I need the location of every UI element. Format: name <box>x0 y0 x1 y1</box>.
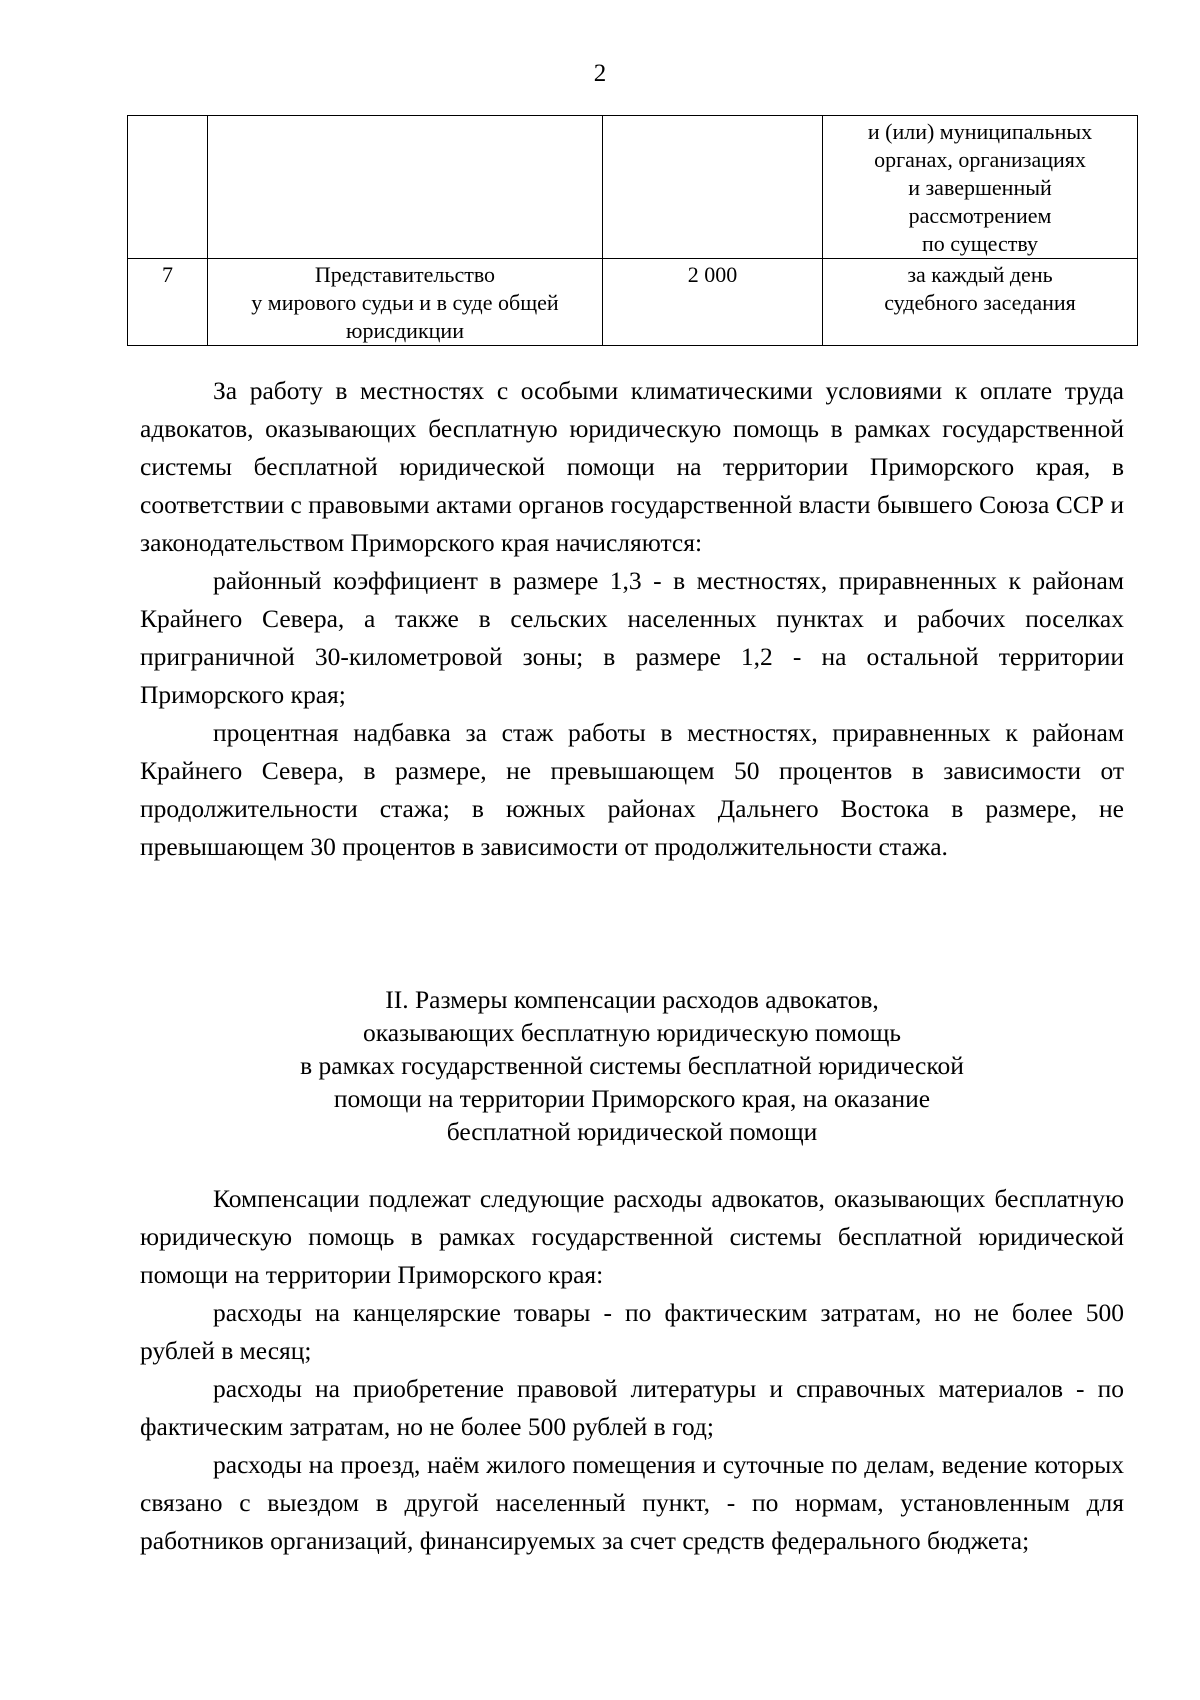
service-name-line: Представительство <box>314 262 496 287</box>
amount-cell <box>603 116 823 259</box>
amount-cell: 2 000 <box>603 259 823 346</box>
heading-line: помощи на территории Приморского края, на оказание <box>333 1084 931 1113</box>
heading-line: оказывающих бесплатную юридическую помощь <box>362 1018 902 1047</box>
table-row <box>128 259 1138 346</box>
unit-cell <box>823 116 1138 259</box>
unit-line: по существу <box>921 231 1038 256</box>
row-number-cell: 7 <box>128 259 208 346</box>
unit-line: органах, организациях <box>874 147 1086 172</box>
unit-line: и завершенный <box>908 175 1052 200</box>
section-heading <box>140 983 1124 1148</box>
expense-compensation-section <box>140 1180 1124 1560</box>
table-row <box>128 116 1138 259</box>
paragraph: Компенсации подлежат следующие расходы адвокатов, оказывающих бесплатную юридическую помощь в рамках государственной системы бесплатной юридической помощи на территории Приморского края: <box>140 1184 1124 1289</box>
service-name-cell <box>208 259 603 346</box>
service-name-line: у мирового судьи и в суде общей <box>251 290 559 315</box>
unit-line: судебного заседания <box>884 290 1076 315</box>
paragraph: расходы на приобретение правовой литературы и справочных материалов - по фактическим затратам, но не более 500 рублей в год; <box>140 1374 1124 1441</box>
paragraph: расходы на канцелярские товары - по фактическим затратам, но не более 500 рублей в месяц; <box>140 1298 1124 1365</box>
paragraph: За работу в местностях с особыми климатическими условиями к оплате труда адвокатов, оказывающих бесплатную юридическую помощь в рамках государственной системы бесплатной юридической помощи на территории Приморского края, в соответствии с правовыми актами органов государственной власти бывшего Союза ССР и законодательством Приморского края начисляются: <box>140 376 1124 557</box>
service-name-cell <box>208 116 603 259</box>
paragraph: процентная надбавка за стаж работы в местностях, приравненных к районам Крайнего Севера, в размере, не превышающем 50 процентов в зависимости от продолжительности стажа; в южных районах Дальнего Востока в размере, не превышающем 30 процентов в зависимости от продолжительности стажа. <box>140 718 1124 861</box>
row-number-cell <box>128 116 208 259</box>
unit-cell <box>823 259 1138 346</box>
climate-allowance-section <box>140 372 1124 866</box>
paragraph: расходы на проезд, наём жилого помещения и суточные по делам, ведение которых связано с выездом в другой населенный пункт, - по нормам, установленным для работников организаций, финансируемых за счет средств федерального бюджета; <box>140 1450 1124 1555</box>
heading-line: в рамках государственной системы бесплатной юридической <box>300 1051 964 1080</box>
unit-line: за каждый день <box>907 262 1053 287</box>
service-name-line: юрисдикции <box>346 318 464 343</box>
fee-table <box>127 115 1138 346</box>
heading-line: II. Размеры компенсации расходов адвокатов, <box>385 985 879 1014</box>
unit-line: рассмотрением <box>908 203 1052 228</box>
heading-line: бесплатной юридической помощи <box>446 1117 818 1146</box>
page-number: 2 <box>593 60 607 87</box>
unit-line: и (или) муниципальных <box>867 119 1093 144</box>
paragraph: районный коэффициент в размере 1,3 - в местностях, приравненных к районам Крайнего Севера, а также в сельских населенных пунктах и рабочих поселках приграничной 30-километровой зоны; в размере 1,2 - на остальной территории Приморского края; <box>140 566 1124 709</box>
